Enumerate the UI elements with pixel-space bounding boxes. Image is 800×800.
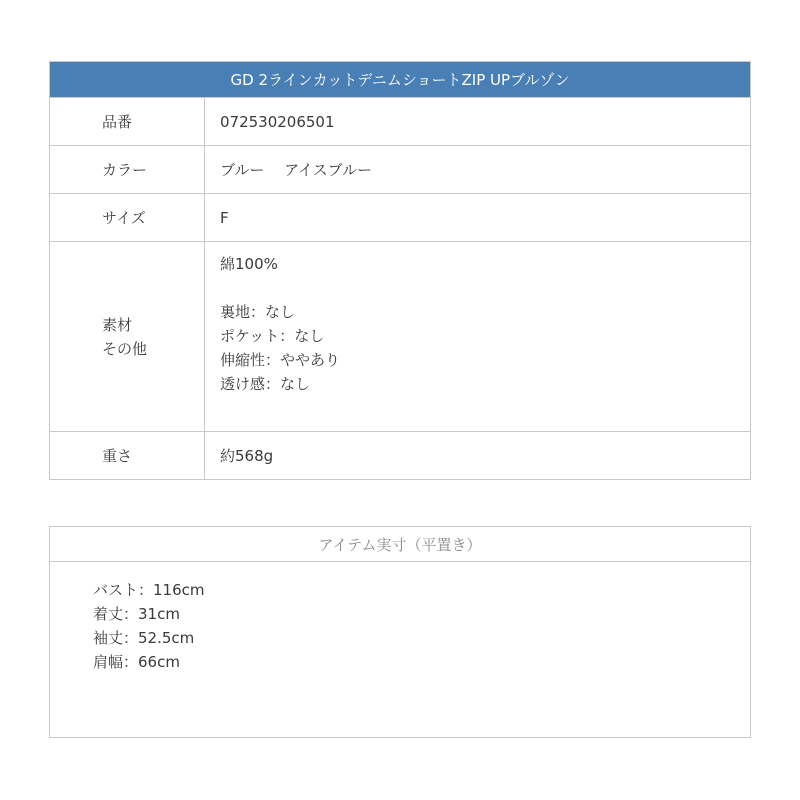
spec-value: F (220, 208, 229, 227)
spec-row-color (50, 146, 750, 194)
measurement-item: バスト：116cm (93, 581, 205, 599)
spec-label: 素材 その他 (50, 242, 205, 431)
spec-label: サイズ (50, 194, 205, 241)
measurements-box (49, 526, 751, 738)
measurements-title: アイテム実寸（平置き） (50, 527, 750, 562)
spec-value: 072530206501 (220, 112, 335, 131)
spec-row-product-number (50, 98, 750, 146)
spec-value: 約568g (220, 446, 274, 465)
measurement-item: 袖丈：52.5cm (93, 629, 195, 647)
spec-row-weight (50, 432, 750, 479)
product-title: GD 2ラインカットデニムショートZIP UPブルゾン (50, 62, 750, 98)
measurement-item: 着丈：31cm (93, 605, 180, 623)
measurements-list (50, 562, 750, 674)
spec-value: 綿100% 裏地：なし ポケット：なし 伸縮性：ややあり 透け感：なし (220, 255, 341, 393)
spec-row-size (50, 194, 750, 242)
spec-label: 品番 (50, 98, 205, 145)
product-spec-table (49, 61, 751, 480)
measurement-item: 肩幅：66cm (93, 653, 180, 671)
spec-label: 重さ (50, 432, 205, 479)
spec-value: ブルー アイスブルー (220, 160, 373, 179)
spec-row-material (50, 242, 750, 432)
spec-label: カラー (50, 146, 205, 193)
